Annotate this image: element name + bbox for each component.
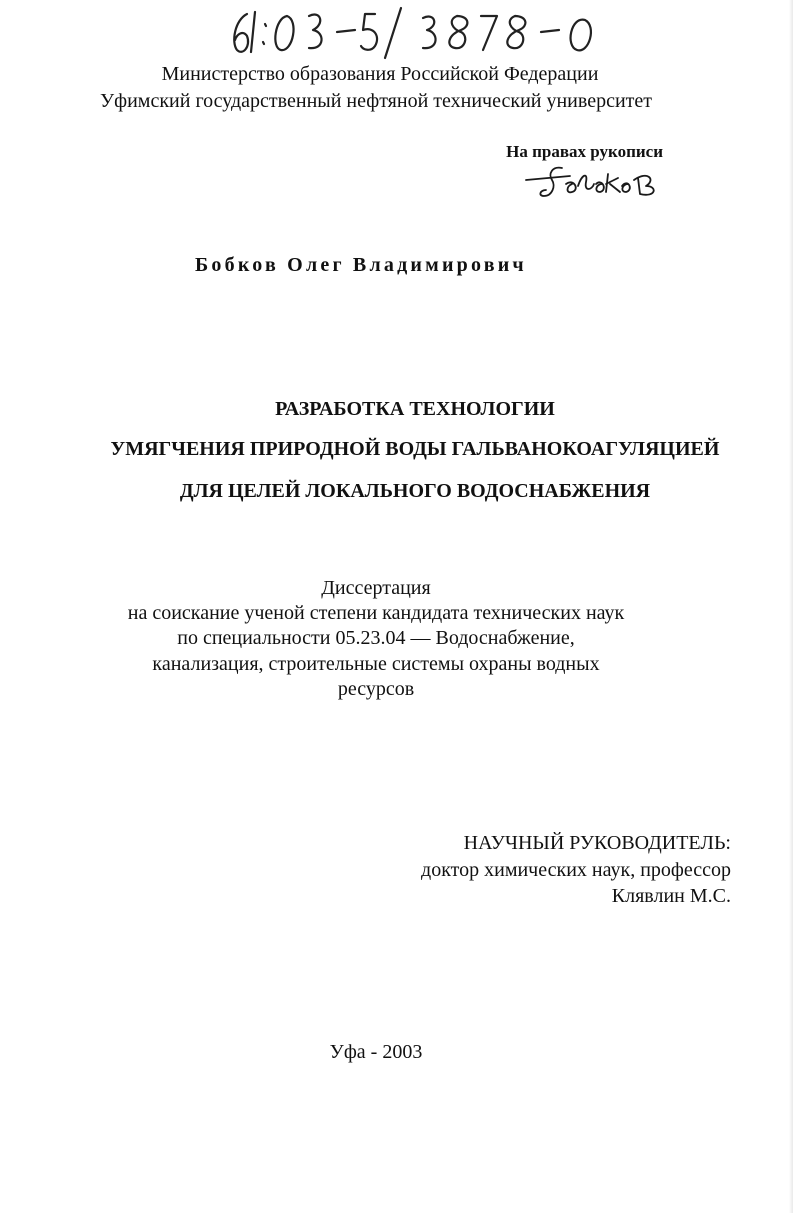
dissertation-line: по специальности 05.23.04 — Водоснабжение,: [177, 627, 575, 649]
ministry-name: Министерство образования Российской Федерации: [161, 63, 599, 85]
place-and-year: Уфа - 2003: [329, 1041, 423, 1063]
supervisor-heading: НАУЧНЫЙ РУКОВОДИТЕЛЬ:: [463, 832, 731, 854]
manuscript-rights-note: На правах рукописи: [506, 142, 663, 161]
university-name: Уфимский государственный нефтяной технический университет: [99, 90, 653, 112]
supervisor-name: Клявлин М.С.: [611, 885, 731, 907]
scan-edge-shadow: [789, 0, 793, 1213]
thesis-title-line: РАЗРАБОТКА ТЕХНОЛОГИИ: [275, 398, 555, 420]
dissertation-line: канализация, строительные системы охраны водных: [152, 653, 600, 675]
author-signature: [522, 160, 662, 202]
thesis-title-line: УМЯГЧЕНИЯ ПРИРОДНОЙ ВОДЫ ГАЛЬВАНОКОАГУЛЯЦИЕЙ: [110, 438, 720, 460]
thesis-title-line: ДЛЯ ЦЕЛЕЙ ЛОКАЛЬНОГО ВОДОСНАБЖЕНИЯ: [179, 480, 651, 502]
author-name: Бобков Олег Владимирович: [195, 254, 527, 276]
dissertation-type: Диссертация: [321, 577, 431, 599]
dissertation-line: ресурсов: [337, 678, 415, 700]
supervisor-degree: доктор химических наук, профессор: [421, 859, 731, 881]
handwritten-archive-code: [225, 2, 605, 62]
dissertation-line: на соискание ученой степени кандидата технических наук: [127, 602, 625, 624]
